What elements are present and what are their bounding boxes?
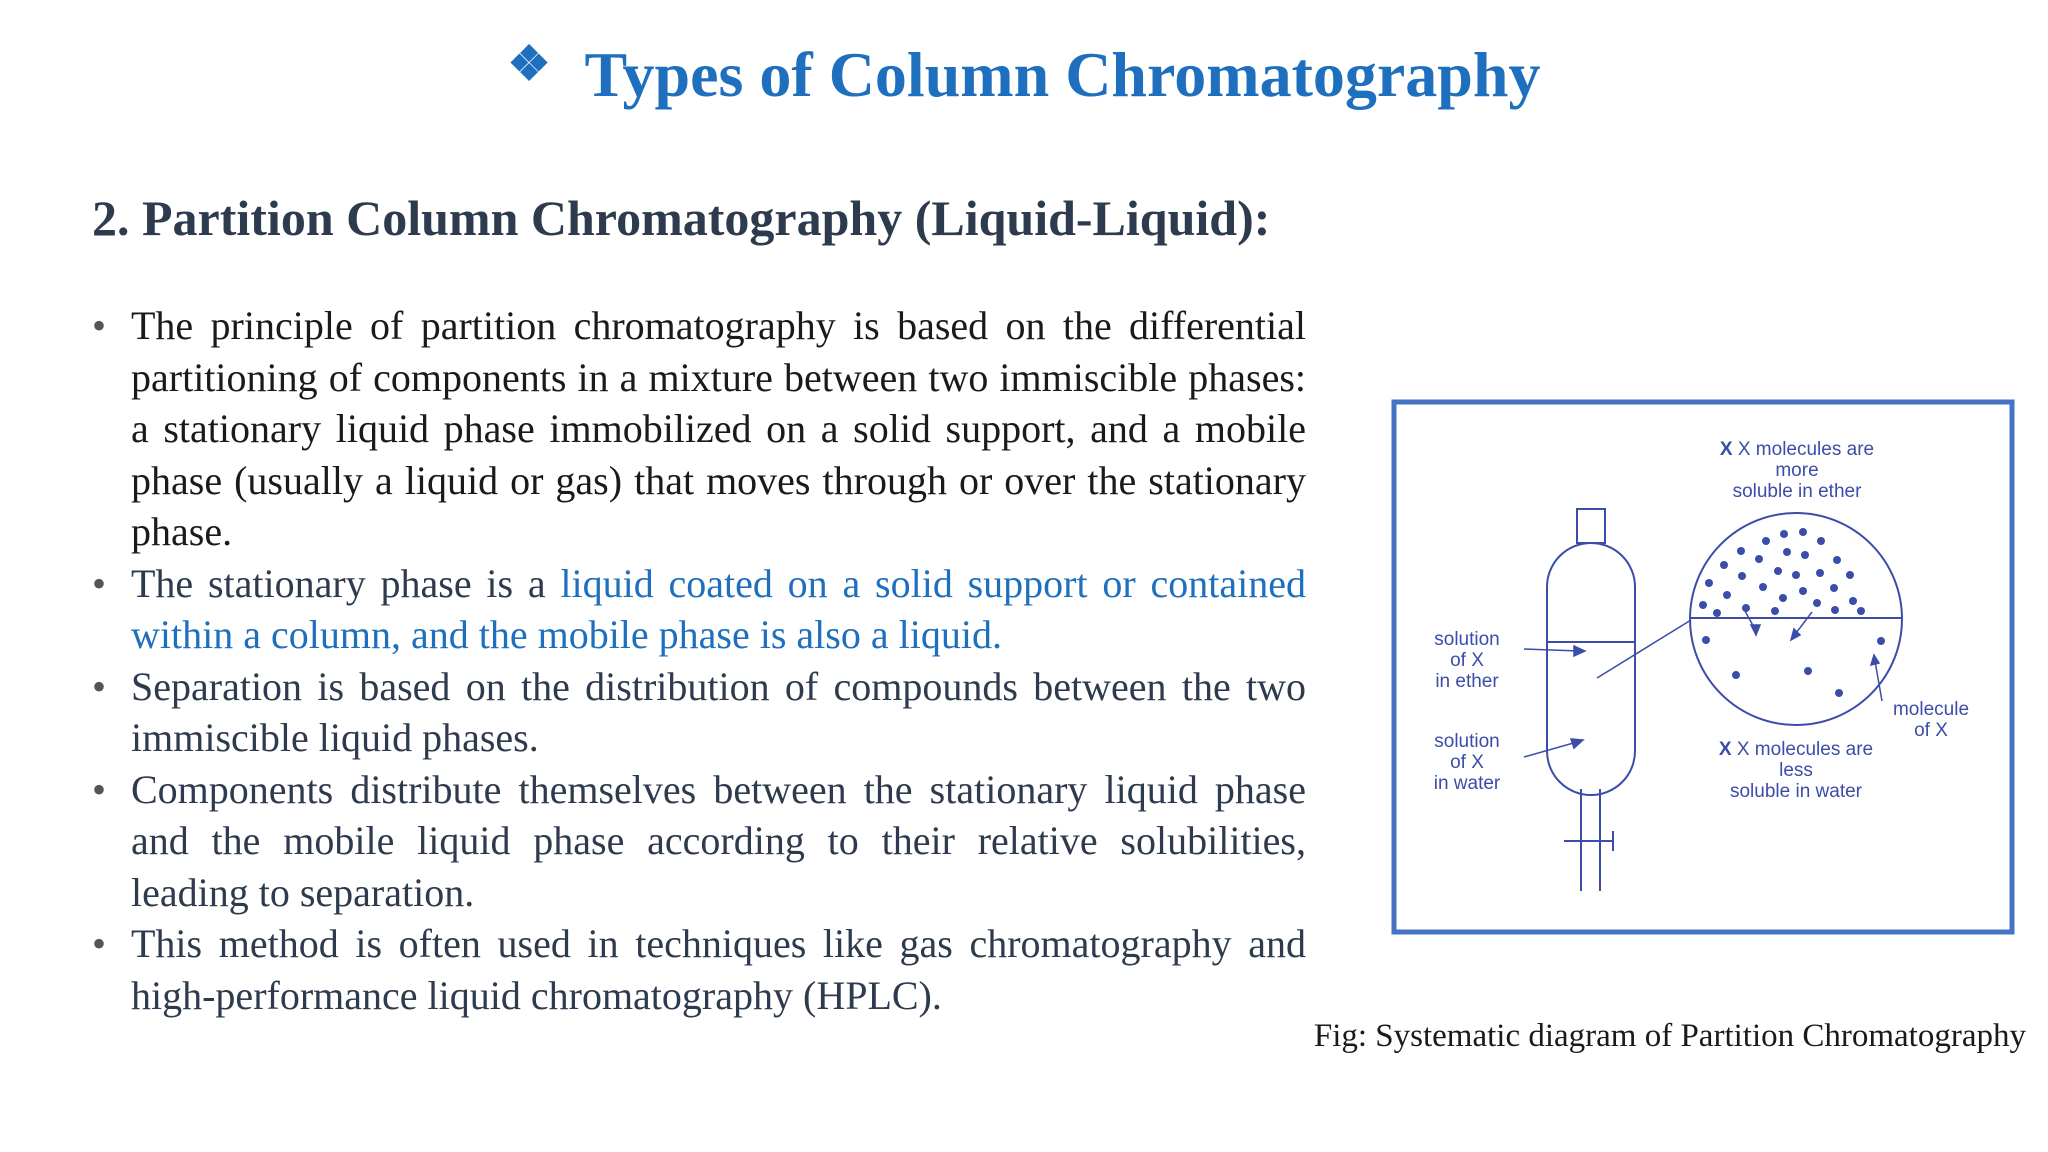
bullet-text: Separation is based on the distribution of compounds between the two immiscible liquid phases. [131,663,1306,760]
partition-diagram-svg [1391,399,2015,935]
bullet-highlight: liquid coated on a solid support or contained within a column, and the mobile phase is also a liquid. [131,560,1306,657]
water-label-line2: less [1779,760,1813,781]
ether-label-line1: X X molecules are [1719,439,1875,460]
sol-ether-line1: solution [1434,629,1500,650]
bullet-item [92,764,1306,919]
slide-title [0,30,2048,126]
figure-caption: Fig: Systematic diagram of Partition Chromatography [1313,1018,2026,1054]
sol-ether-line2: of X [1450,650,1484,671]
bullet-item [92,558,1306,661]
molecule-label-line1: molecule [1892,699,1970,720]
ether-label-line2: more [1775,460,1819,481]
bullet-text: The stationary phase is a [131,560,561,606]
molecule-label-line2: of X [1914,720,1948,741]
partition-diagram [1391,399,2015,935]
bullet-text: This method is often used in techniques like gas chromatography and high-performance liquid chromatography (HPLC). [131,921,1306,1018]
sol-water-line1: solution [1434,731,1500,752]
sol-water-line2: of X [1450,752,1484,773]
diamond-bullet-icon: ❖ [507,38,551,91]
slide-title-text: Types of Column Chromatography [584,39,1541,110]
bullet-item [92,300,1306,558]
water-label-line3: soluble in water [1729,781,1863,802]
bullet-item [92,918,1306,1021]
sol-ether-line3: in ether [1435,671,1499,692]
sol-water-line3: in water [1433,773,1501,794]
bullet-text: Components distribute themselves between the stationary liquid phase and the mobile liquid phase according to their relative solubilities, leading to separation. [131,766,1306,915]
bullet-list [92,300,1306,1021]
bullet-text: The principle of partition chromatography is based on the differential partitioning of components in a mixture between two immiscible phases: a stationary liquid phase immobilized on a solid support, and a mobile phase (usually a liquid or gas) that moves through or over the stationary phase. [131,303,1306,554]
water-label-line1: X X molecules are [1718,739,1874,760]
section-heading: 2. Partition Column Chromatography (Liquid-Liquid): [92,190,1271,246]
ether-label-line3: soluble in ether [1732,481,1862,502]
bullet-item [92,661,1306,764]
